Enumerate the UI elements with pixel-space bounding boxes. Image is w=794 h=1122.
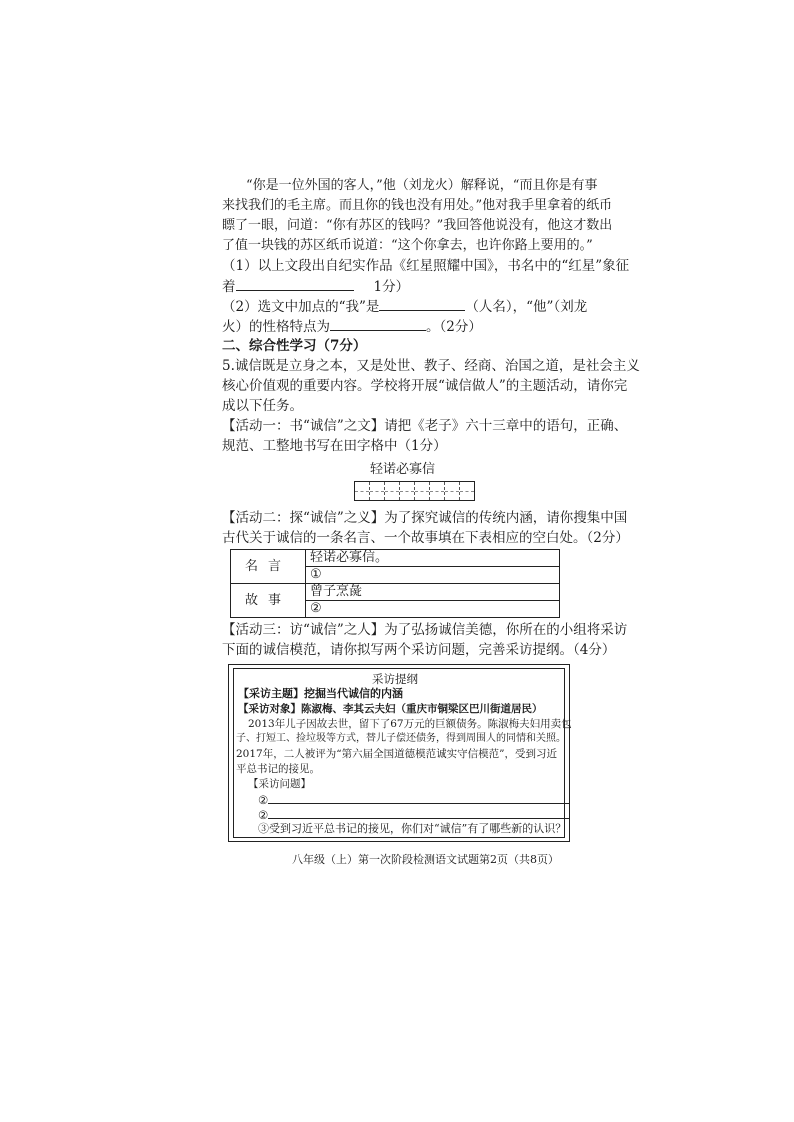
question-2-text-b: （人名），“他”（刘龙	[465, 299, 588, 315]
quote-answer-cell[interactable]: ①	[306, 567, 560, 584]
grid-cell[interactable]	[400, 482, 415, 500]
passage-line-2: 来找我们的毛主席。而且你的钱也没有用处。”他对我手里拿着的纸币	[222, 198, 613, 213]
question-2-text-c: 火）的性格特点为	[222, 319, 330, 335]
question-number: ②	[258, 808, 269, 822]
answer-line[interactable]	[268, 791, 570, 804]
question-1-prefix: 着	[222, 279, 236, 295]
question-number: ②	[258, 793, 269, 807]
passage-line-3: 瞟了一眼，问道：“你有苏区的钱吗？”我回答他说没有，他这才数出	[222, 218, 613, 233]
reference-table	[230, 549, 560, 618]
answer-blank[interactable]	[330, 316, 426, 331]
activity-2-line-1: 【活动二：探“诚信”之义】为了探究诚信的传统内涵，请你搜集中国	[222, 510, 628, 526]
question-1-answer-line	[222, 276, 409, 297]
quote-label: 名言	[231, 550, 306, 584]
grid-cell[interactable]	[385, 482, 400, 500]
grid-cell[interactable]	[460, 482, 474, 500]
passage-line-4: 了值一块钱的苏区纸币说道：“这个你拿去，也许你路上要用的。”	[222, 238, 593, 253]
question-1-score: 1分）	[373, 279, 410, 295]
question-2-line-2	[222, 316, 482, 337]
outline-bio-line-1: 2013年儿子因故去世，留下了67万元的巨额债务。陈淑梅夫妇用卖包	[248, 718, 572, 730]
outline-theme: 【采访主题】挖掘当代诚信的内涵	[238, 687, 403, 700]
section-intro-line-3: 成以下任务。	[222, 398, 303, 414]
questions-label: 【采访问题】	[248, 778, 311, 790]
question-2-line-1	[222, 296, 587, 317]
passage-line-1: “你是一位外国的客人，”他（刘龙火）解释说，“而且你是有事	[246, 178, 598, 193]
section-intro-line-1: 5.诚信既是立身之本，又是处世、教子、经商、治国之道，是社会主义	[222, 358, 640, 374]
writing-phrase: 轻诺必寡信	[370, 462, 436, 477]
section-heading: 二、综合性学习（7分）	[222, 338, 367, 354]
quote-given: 轻诺必寡信。	[306, 550, 560, 567]
question-1-text: （1）以上文段出自纪实作品《红星照耀中国》，书名中的“红星”象征	[222, 258, 630, 274]
activity-3-line-2: 下面的诚信模范，请你拟写两个采访问题，完善采访提纲。（4分）	[222, 642, 616, 658]
story-label: 故事	[231, 584, 306, 618]
section-intro-line-2: 核心价值观的重要内容。学校将开展“诚信做人”的主题活动，请你完	[222, 378, 628, 394]
activity-3-line-1: 【活动三：访“诚信”之人】为了弘扬诚信美德，你所在的小组将采访	[222, 622, 628, 638]
tianzige-grid[interactable]	[354, 481, 475, 501]
outline-bio-line-2: 子、打短工、捡垃圾等方式，替儿子偿还债务，得到周围人的同情和关照。	[236, 733, 566, 744]
question-2-score: 。（2分）	[426, 319, 482, 335]
activity-1-line-1: 【活动一：书“诚信”之文】请把《老子》六十三章中的语句，正确、	[222, 418, 628, 434]
grid-cell[interactable]	[445, 482, 460, 500]
story-given: 曾子烹彘	[306, 584, 560, 601]
story-answer-cell[interactable]: ②	[306, 601, 560, 618]
page-footer: 八年级（上）第一次阶段检测语文试题第2页（共8页）	[292, 853, 559, 866]
answer-blank[interactable]	[379, 296, 465, 311]
outline-title: 采访提纲	[372, 672, 418, 686]
grid-cell[interactable]	[415, 482, 430, 500]
answer-line[interactable]	[268, 806, 570, 819]
interview-question-3: ③受到习近平总书记的接见，你们对“诚信”有了哪些新的认识？	[258, 822, 567, 835]
activity-1-line-2: 规范、工整地书写在田字格中（1分）	[222, 438, 447, 454]
answer-blank[interactable]	[236, 276, 354, 291]
outline-bio-line-4: 平总书记的接见。	[236, 763, 320, 775]
outline-target: 【采访对象】陈淑梅、李其云夫妇（重庆市铜梁区巴川街道居民）	[238, 703, 543, 715]
grid-cell[interactable]	[430, 482, 445, 500]
activity-2-line-2: 古代关于诚信的一条名言、一个故事填在下表相应的空白处。（2分）	[222, 530, 629, 546]
question-2-text-a: （2）选文中加点的“我”是	[222, 299, 380, 315]
grid-cell[interactable]	[355, 482, 370, 500]
grid-cell[interactable]	[370, 482, 385, 500]
outline-bio-line-3: 2017年，二人被评为“第六届全国道德模范诚实守信模范”，受到习近	[236, 748, 557, 760]
